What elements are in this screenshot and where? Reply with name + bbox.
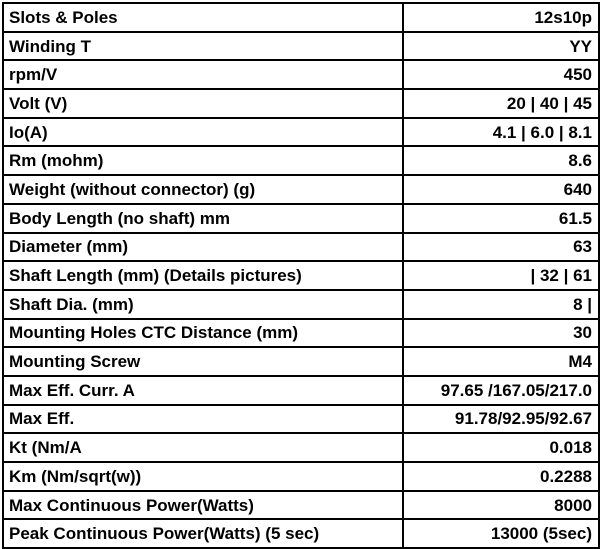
spec-row [3,347,599,376]
spec-value: 12s10p [403,3,599,32]
spec-row [3,118,599,147]
spec-row [3,433,599,462]
spec-value: 97.65 /167.05/217.0 [403,376,599,405]
spec-value: 8000 [403,491,599,520]
spec-value: 91.78/92.95/92.67 [403,405,599,434]
spec-row [3,261,599,290]
spec-label: Slots & Poles [3,3,403,32]
spec-value: 640 [403,175,599,204]
spec-value: 8.6 [403,146,599,175]
spec-label: Mounting Holes CTC Distance (mm) [3,319,403,348]
spec-label: Km (Nm/sqrt(w)) [3,462,403,491]
spec-label: Shaft Dia. (mm) [3,290,403,319]
spec-row [3,376,599,405]
spec-value: 0.018 [403,433,599,462]
spec-label: Rm (mohm) [3,146,403,175]
spec-label: Kt (Nm/A [3,433,403,462]
spec-row [3,175,599,204]
spec-label: rpm/V [3,60,403,89]
spec-row [3,60,599,89]
spec-row [3,204,599,233]
spec-value: 450 [403,60,599,89]
spec-value: 61.5 [403,204,599,233]
spec-table-body [3,3,599,548]
spec-row [3,233,599,262]
spec-label: Mounting Screw [3,347,403,376]
spec-value: YY [403,32,599,61]
spec-label: Io(A) [3,118,403,147]
spec-row [3,32,599,61]
spec-value: M4 [403,347,599,376]
spec-label: Peak Continuous Power(Watts) (5 sec) [3,519,403,548]
spec-value: 63 [403,233,599,262]
spec-row [3,462,599,491]
motor-spec-table [2,2,600,549]
spec-value: 20 | 40 | 45 [403,89,599,118]
spec-row [3,146,599,175]
spec-row [3,290,599,319]
spec-row [3,519,599,548]
spec-label: Body Length (no shaft) mm [3,204,403,233]
spec-value: 0.2288 [403,462,599,491]
spec-row [3,319,599,348]
spec-row [3,405,599,434]
spec-label: Weight (without connector) (g) [3,175,403,204]
spec-label: Diameter (mm) [3,233,403,262]
spec-label: Max Continuous Power(Watts) [3,491,403,520]
spec-row [3,3,599,32]
spec-value: 8 | [403,290,599,319]
spec-label: Volt (V) [3,89,403,118]
spec-value: 4.1 | 6.0 | 8.1 [403,118,599,147]
spec-row [3,89,599,118]
spec-label: Shaft Length (mm) (Details pictures) [3,261,403,290]
spec-label: Max Eff. [3,405,403,434]
spec-value: 30 [403,319,599,348]
spec-row [3,491,599,520]
spec-label: Winding T [3,32,403,61]
spec-label: Max Eff. Curr. A [3,376,403,405]
spec-value: | 32 | 61 [403,261,599,290]
spec-value: 13000 (5sec) [403,519,599,548]
